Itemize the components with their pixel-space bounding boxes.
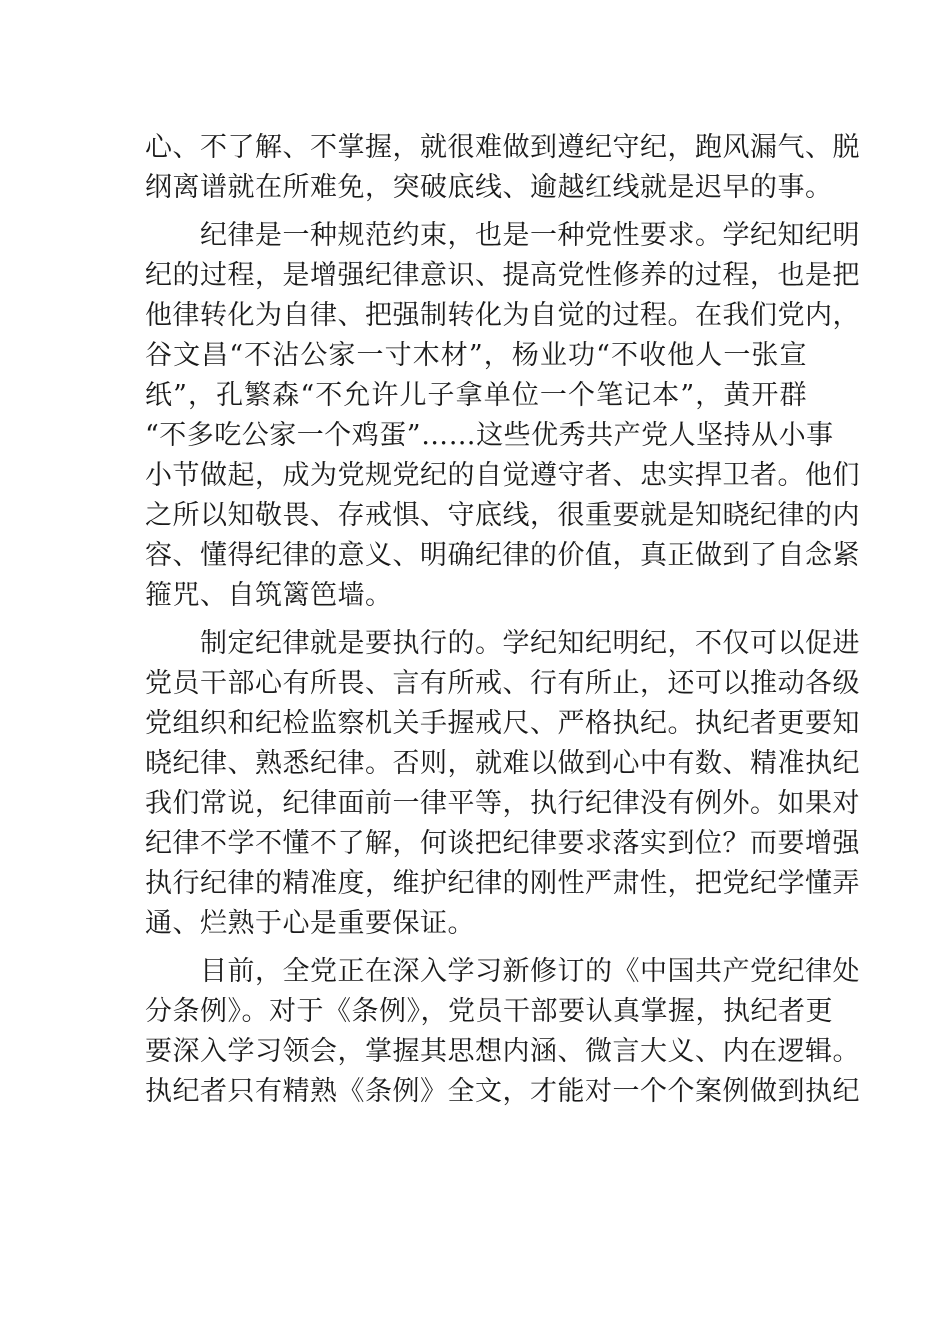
text-line: 执行纪律的精准度，维护纪律的刚性严肃性，把党纪学懂弄 (145, 868, 860, 899)
text-line: 通、烂熟于心是重要保证。 (145, 908, 475, 939)
paragraph-2 (145, 216, 860, 616)
text-line: 我们常说，纪律面前一律平等，执行纪律没有例外。如果对 (145, 788, 860, 819)
text-line: 制定纪律就是要执行的。学纪知纪明纪，不仅可以促进 (145, 628, 860, 659)
document-body (145, 128, 860, 1112)
text-line: 纪律不学不懂不了解，何谈把纪律要求落实到位？而要增强 (145, 828, 860, 859)
text-line: 要深入学习领会，掌握其思想内涵、微言大义、内在逻辑。 (145, 1036, 860, 1067)
text-line: 分条例》。对于《条例》，党员干部要认真掌握，执纪者更 (145, 996, 833, 1027)
text-line: 谷文昌“不沾公家一寸木材”，杨业功“不收他人一张宣 (145, 340, 807, 371)
paragraph-4 (145, 952, 860, 1112)
text-line: 小节做起，成为党规党纪的自觉遵守者、忠实捍卫者。他们 (145, 460, 860, 491)
text-line: 晓纪律、熟悉纪律。否则，就难以做到心中有数、精准执纪 (145, 748, 860, 779)
text-line: 箍咒、自筑篱笆墙。 (145, 580, 393, 611)
text-line: 心、不了解、不掌握，就很难做到遵纪守纪，跑风漏气、脱 (145, 132, 860, 163)
paragraph-1 (145, 128, 860, 208)
paragraph-3 (145, 624, 860, 944)
text-line: “不多吃公家一个鸡蛋”……这些优秀共产党人坚持从小事 (145, 420, 834, 451)
text-line: 党组织和纪检监察机关手握戒尺、严格执纪。执纪者更要知 (145, 708, 860, 739)
text-line: 执纪者只有精熟《条例》全文，才能对一个个案例做到执纪 (145, 1076, 860, 1107)
text-line: 纸”，孔繁森“不允许儿子拿单位一个笔记本”，黄开群 (145, 380, 807, 411)
text-line: 纪的过程，是增强纪律意识、提高党性修养的过程，也是把 (145, 260, 860, 291)
text-line: 纪律是一种规范约束，也是一种党性要求。学纪知纪明 (145, 220, 860, 251)
text-line: 纲离谱就在所难免，突破底线、逾越红线就是迟早的事。 (145, 172, 833, 203)
text-line: 容、懂得纪律的意义、明确纪律的价值，真正做到了自念紧 (145, 540, 860, 571)
text-line: 之所以知敬畏、存戒惧、守底线，很重要就是知晓纪律的内 (145, 500, 860, 531)
text-line: 目前，全党正在深入学习新修订的《中国共产党纪律处 (145, 956, 860, 987)
text-line: 党员干部心有所畏、言有所戒、行有所止，还可以推动各级 (145, 668, 860, 699)
text-line: 他律转化为自律、把强制转化为自觉的过程。在我们党内， (145, 300, 860, 331)
